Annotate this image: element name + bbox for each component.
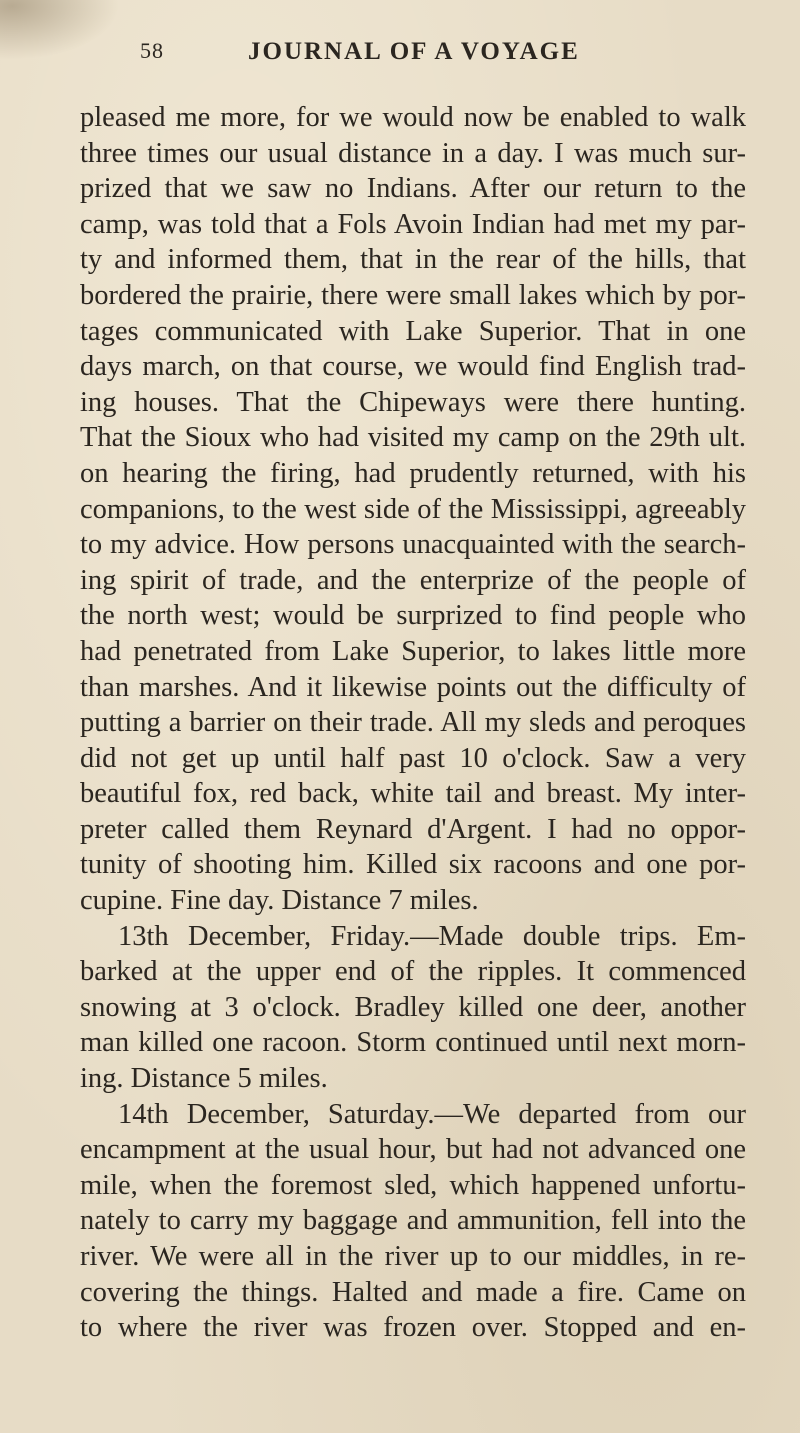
text-line: ing spirit of trade, and the enterprize of the people of: [80, 564, 746, 596]
text-line: That the Sioux who had visited my camp on the 29th ult.: [80, 422, 746, 454]
text-line: ty and informed them, that in the rear of the hills, that: [80, 244, 746, 276]
text-line: than marshes. And it likewise points out the difficulty of: [80, 671, 746, 703]
text-line: 13th December, Friday.—Made double trips. Em-: [118, 920, 746, 952]
text-line: beautiful fox, red back, white tail and breast. My inter-: [80, 778, 746, 810]
text-line: snowing at 3 o'clock. Bradley killed one deer, another: [80, 991, 746, 1023]
text-line: mile, when the foremost sled, which happened unfortu-: [80, 1169, 746, 1201]
text-line: three times our usual distance in a day. I was much sur-: [80, 137, 746, 169]
text-line: putting a barrier on their trade. All my sleds and peroques: [80, 707, 746, 739]
text-line: camp, was told that a Fols Avoin Indian had met my par-: [80, 208, 746, 240]
text-line: tages communicated with Lake Superior. That in one: [80, 315, 746, 347]
page-number: 58: [140, 38, 164, 63]
page-header: [140, 38, 700, 78]
text-line: ing houses. That the Chipeways were there hunting.: [80, 386, 746, 418]
text-line: man killed one racoon. Storm continued until next morn-: [80, 1027, 746, 1059]
text-line: had penetrated from Lake Superior, to lakes little more: [80, 635, 746, 667]
text-line: on hearing the firing, had prudently returned, with his: [80, 457, 746, 489]
text-line: ing. Distance 5 miles.: [80, 1063, 328, 1095]
text-line: to my advice. How persons unacquainted with the search-: [80, 529, 746, 561]
text-line: encampment at the usual hour, but had not advanced one: [80, 1134, 746, 1166]
text-line: cupine. Fine day. Distance 7 miles.: [80, 885, 479, 917]
text-line: river. We were all in the river up to our middles, in re-: [80, 1241, 746, 1272]
text-line: pleased me more, for we would now be enabled to walk: [80, 102, 746, 133]
text-line: tunity of shooting him. Killed six racoons and one por-: [80, 849, 746, 881]
text-line: did not get up until half past 10 o'clock. Saw a very: [80, 742, 746, 774]
text-line: nately to carry my baggage and ammunition, fell into the: [80, 1205, 746, 1237]
text-line: 14th December, Saturday.—We departed from our: [118, 1098, 746, 1130]
text-line: companions, to the west side of the Mississippi, agreeably: [80, 493, 746, 525]
text-line: covering the things. Halted and made a fire. Came on: [80, 1276, 746, 1308]
body-text: [80, 100, 746, 1346]
text-line: preter called them Reynard d'Argent. I had no oppor-: [80, 813, 746, 845]
text-line: the north west; would be surprized to find people who: [80, 600, 746, 632]
text-line: to where the river was frozen over. Stopped and en-: [80, 1312, 746, 1344]
text-line: bordered the prairie, there were small lakes which by por-: [80, 279, 746, 311]
page-stain: [0, 0, 120, 60]
text-line: days march, on that course, we would find English trad-: [80, 351, 746, 383]
running-head: JOURNAL OF A VOYAGE: [248, 38, 580, 65]
text-line: prized that we saw no Indians. After our return to the: [80, 173, 746, 205]
text-line: barked at the upper end of the ripples. It commenced: [80, 956, 746, 988]
